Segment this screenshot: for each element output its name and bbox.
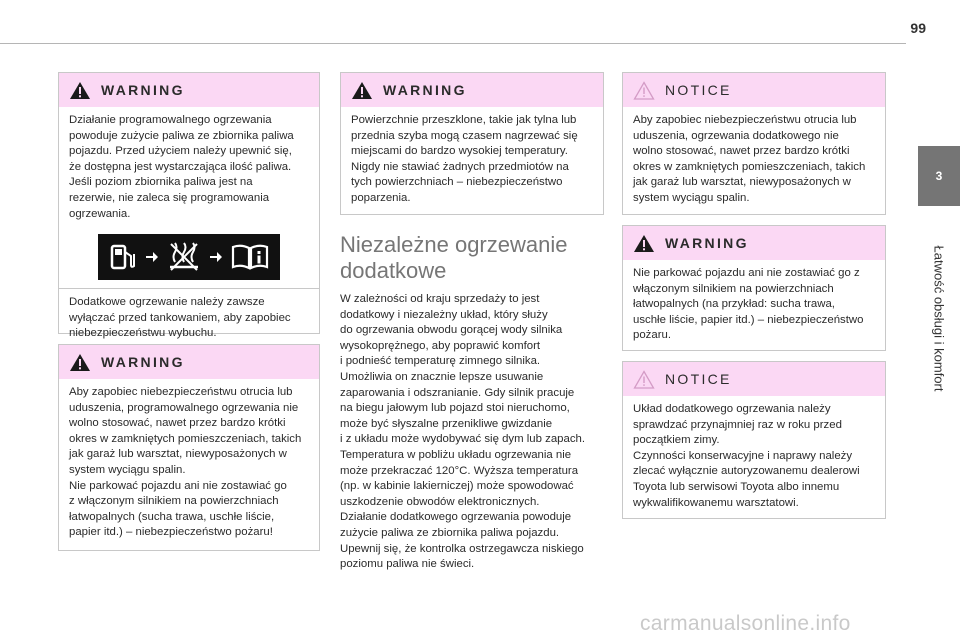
warning-header: [59, 73, 319, 107]
notice-header: [623, 73, 885, 107]
notice-text: Aby zapobiec niebezpieczeństwu otrucia lub uduszenia, ogrzewania dodatkowego nie wolno stosować, nawet przez bardzo krótki okres w zamkniętych pomieszczeniach, takich jak garaż lub warsztat, niewyposażonych w system wyciągu spalin.: [633, 114, 866, 204]
section-body: W zależności od kraju sprzedaży to jest dodatkowy i niezależny układ, który służy do ogrzewania obwodu gorącej wody silnika wysokoprężnego, aby poprawić komfort i podnieść temperaturę zimnego silnika. Umożliwia on znacznie lepsze usuwanie zaparowania i odszranianie. Gdy silnik pracuje na biegu jałowym lub pojazd stoi nieruchomo, może być słyszalne przenikliwe gwizdanie i z układu może wydobywać się dym lub zapach. Temperatura w pobliżu układu ogrzewania nie może przekraczać 120°C. Wyższa temperatura (np. w kabinie lakierniczej) może spowodować uszkodzenie obwodów elektronicznych. Działanie dodatkowego ogrzewania powoduje zużycie paliwa ze zbiornika paliwa pojazdu. Upewnij się, że kontrolka ostrzegawcza niskiego poziomu paliwa nie świeci.: [340, 293, 586, 571]
warning-header: [341, 73, 603, 107]
heater-off-icon: [167, 240, 201, 274]
fuel-pump-icon: [108, 242, 138, 272]
warning-header: [623, 226, 885, 260]
warning-triangle-icon: [69, 353, 91, 372]
fuel-warning-icon-strip: [98, 234, 280, 280]
chapter-title: Łatwość obsługi i komfort: [931, 245, 947, 391]
chapter-tab[interactable]: [918, 146, 960, 206]
notice-title: NOTICE: [665, 82, 732, 98]
notice-title: NOTICE: [665, 371, 732, 387]
manual-book-icon: [230, 243, 270, 271]
notice-triangle-icon: [633, 370, 655, 389]
warning-box-parking: [622, 225, 886, 351]
watermark: carmanualsonline.info: [640, 612, 851, 635]
warning-title: WARNING: [101, 354, 185, 370]
notice-header: [623, 362, 885, 396]
warning-triangle-icon: [633, 234, 655, 253]
warning-header: [59, 345, 319, 379]
warning-triangle-icon: [69, 81, 91, 100]
chapter-number: 3: [935, 169, 943, 183]
warning-triangle-icon: [351, 81, 373, 100]
page-number: 99: [910, 20, 926, 36]
warning-box-fuel: [58, 72, 320, 340]
warning-box-glass: [340, 72, 604, 215]
warning-title: WARNING: [665, 235, 749, 251]
header-divider: [0, 43, 906, 44]
notice-triangle-icon: [633, 81, 655, 100]
warning-text: Działanie programowalnego ogrzewania powoduje zużycie paliwa ze zbiornika paliwa pojazdu. Przed użyciem należy upewnić się, że dostępna jest wystarczająca ilość paliwa. Jeśli poziom zbiornika paliwa jest na rezerwie, nie zaleca się programowania ogrzewania.: [69, 114, 294, 220]
warning-text: Aby zapobiec niebezpieczeństwu otrucia lub uduszenia, programowalnego ogrzewania nie wolno stosować, nawet przez bardzo krótki okres w zamkniętych pomieszczeniach, takich jak garaż lub warsztat, niewyposażonych w system wyciągu spalin. Nie parkować pojazdu ani nie zostawiać go z włączonym silnikiem na powierzchniach łatwopalnych (sucha trawa, uschłe liście, papier itd.) – niebezpieczeństwo pożaru!: [69, 386, 302, 539]
warning-title: WARNING: [383, 82, 467, 98]
warning-title: WARNING: [101, 82, 185, 98]
warning-text-refuel: Dodatkowe ogrzewanie należy zawsze wyłączać przed tankowaniem, aby zapobiec niebezpieczeństwu wybuchu.: [69, 296, 291, 340]
arrow-right-icon: [145, 250, 159, 264]
warning-text: Powierzchnie przeszklone, takie jak tylna lub przednia szyba mogą czasem nagrzewać się miejscami do bardzo wysokiej temperatury. Nigdy nie stawiać żadnych przedmiotów na tych powierzchniach – niebezpieczeństwo poparzenia.: [351, 114, 578, 204]
notice-box-poisoning: [622, 72, 886, 215]
warning-box-poisoning: [58, 344, 320, 551]
arrow-right-icon: [209, 250, 223, 264]
warning-text: Nie parkować pojazdu ani nie zostawiać go z włączonym silnikiem na powierzchniach łatwopalnych (na przykład: sucha trawa, uschłe liście, papier itd.) – niebezpieczeństwo pożaru.: [633, 267, 864, 342]
notice-text: Układ dodatkowego ogrzewania należy sprawdzać przynajmniej raz w roku przed początkiem zimy. Czynności konserwacyjne i naprawy należy zlecać wyłącznie autoryzowanemu dealerowi Toyota lub serwisowi Toyota albo innemu wykwalifikowanemu warsztatowi.: [633, 403, 860, 509]
section-heading: Niezależne ogrzewanie dodatkowe: [340, 232, 568, 283]
notice-box-maintenance: [622, 361, 886, 519]
chapter-title-vertical: [918, 208, 960, 428]
